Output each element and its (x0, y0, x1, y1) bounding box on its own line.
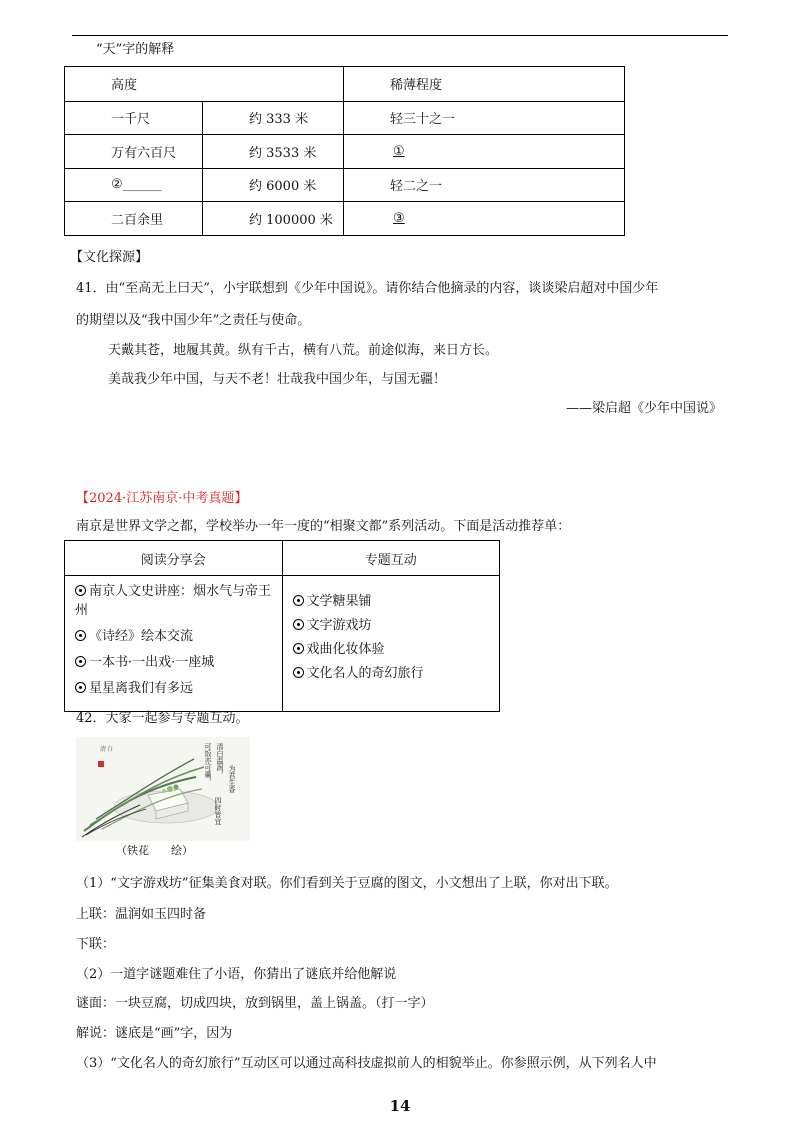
circle-dot-icon (75, 630, 86, 641)
table-header-thinness: 稀薄程度 (344, 67, 625, 102)
sub-question-2: （2）一道字谜题难住了小语，你猜出了谜底并给他解说 (76, 967, 397, 982)
riddle-explanation: 解说：谜底是“画”字，因为 (76, 1026, 233, 1041)
blank-1: ① (393, 143, 405, 159)
list-item: 文化名人的奇幻旅行 (293, 664, 499, 683)
quote-attribution: ——梁启超《少年中国说》 (565, 401, 722, 416)
circle-dot-icon (293, 667, 304, 678)
blank-2: ②______ (65, 168, 203, 202)
table-caption: “天”字的解释 (96, 42, 175, 57)
activity-table (64, 540, 500, 712)
painting-inscription-1: 清白温润， (216, 743, 224, 778)
circle-dot-icon (293, 595, 304, 606)
header-rule (72, 35, 728, 36)
list-item: 南京人文史讲座：烟水气与帝王州 (75, 584, 272, 618)
svg-text:白: 白 (107, 746, 114, 753)
tian-explanation-table (64, 66, 625, 236)
tofu-painting (76, 737, 250, 841)
q41-line2: 的期望以及“我中国少年”之责任与使命。 (76, 313, 311, 328)
circle-dot-icon (293, 643, 304, 654)
sub-question-1: （1）“文字游戏坊”征集美食对联。你们看到关于豆腐的图文，小文想出了上联，你对出下联。 (76, 876, 618, 891)
header-interactive: 专题互动 (282, 541, 499, 576)
table-header-height: 高度 (65, 67, 344, 102)
interactive-list (283, 576, 499, 694)
quote-line2: 美哉我少年中国，与天不老！壮哉我中国少年，与国无疆！ (108, 372, 447, 387)
table-row: 万有六百尺 约 3533 米 ① (65, 135, 625, 169)
list-item: 文字游戏坊 (293, 616, 499, 635)
page-number: 14 (389, 1097, 411, 1115)
intro-text: 南京是世界文学之都，学校举办一年一度的“相聚文都”系列活动。下面是活动推荐单： (76, 519, 571, 534)
circle-dot-icon (75, 656, 86, 667)
table-row: 二百余里 约 100000 米 ③ (65, 202, 625, 236)
painting-inscription-4: 四时皆宜 (214, 797, 222, 825)
list-item: 戏曲化妆体验 (293, 640, 499, 659)
xialian: 下联： (76, 937, 116, 952)
shanglian: 上联：温润如玉四时备 (76, 907, 207, 922)
quote-line1: 天戴其苍，地履其黄。纵有千古，横有八荒。前途似海，来日方长。 (108, 343, 499, 358)
list-item: 文学糖果铺 (293, 592, 499, 611)
table-row: ②______ 约 6000 米 轻二之一 (65, 168, 625, 202)
circle-dot-icon (75, 585, 86, 596)
circle-dot-icon (75, 682, 86, 693)
section-label: 【文化探源】 (70, 250, 149, 265)
painting-inscription-2: 为君生香 (228, 765, 236, 793)
header-reading: 阅读分享会 (65, 541, 283, 576)
list-item: 星星离我们有多远 (75, 679, 282, 698)
riddle-text: 谜面：一块豆腐，切成四块，放到锅里，盖上锅盖。（打一字） (76, 996, 434, 1011)
blank-3: ③ (393, 210, 405, 226)
q42-text: 42．大家一起参与专题互动。 (76, 711, 249, 726)
sub-question-3: （3）“文化名人的奇幻旅行”互动区可以通过高科技虚拟前人的相貌举止。你参照示例，从下列名人中 (76, 1056, 657, 1071)
q41-line1: 41．由“至高无上曰天”，小宇联想到《少年中国说》。请你结合他摘录的内容，谈谈梁启超对中国少年 (76, 281, 659, 296)
list-item: 一本书·一出戏·一座城 (75, 653, 282, 672)
reading-list (65, 576, 282, 711)
list-item: 《诗经》绘本交流 (75, 627, 282, 646)
table-row: 一千尺 约 333 米 轻三十之一 (65, 101, 625, 135)
source-tag: 【2024·江苏南京·中考真题】 (76, 491, 248, 506)
painting-inscription-3: 可饭亦可羹， (204, 743, 212, 785)
circle-dot-icon (293, 619, 304, 630)
painting-caption: （铁花 绘） (116, 844, 193, 857)
svg-text:清: 清 (100, 746, 107, 753)
